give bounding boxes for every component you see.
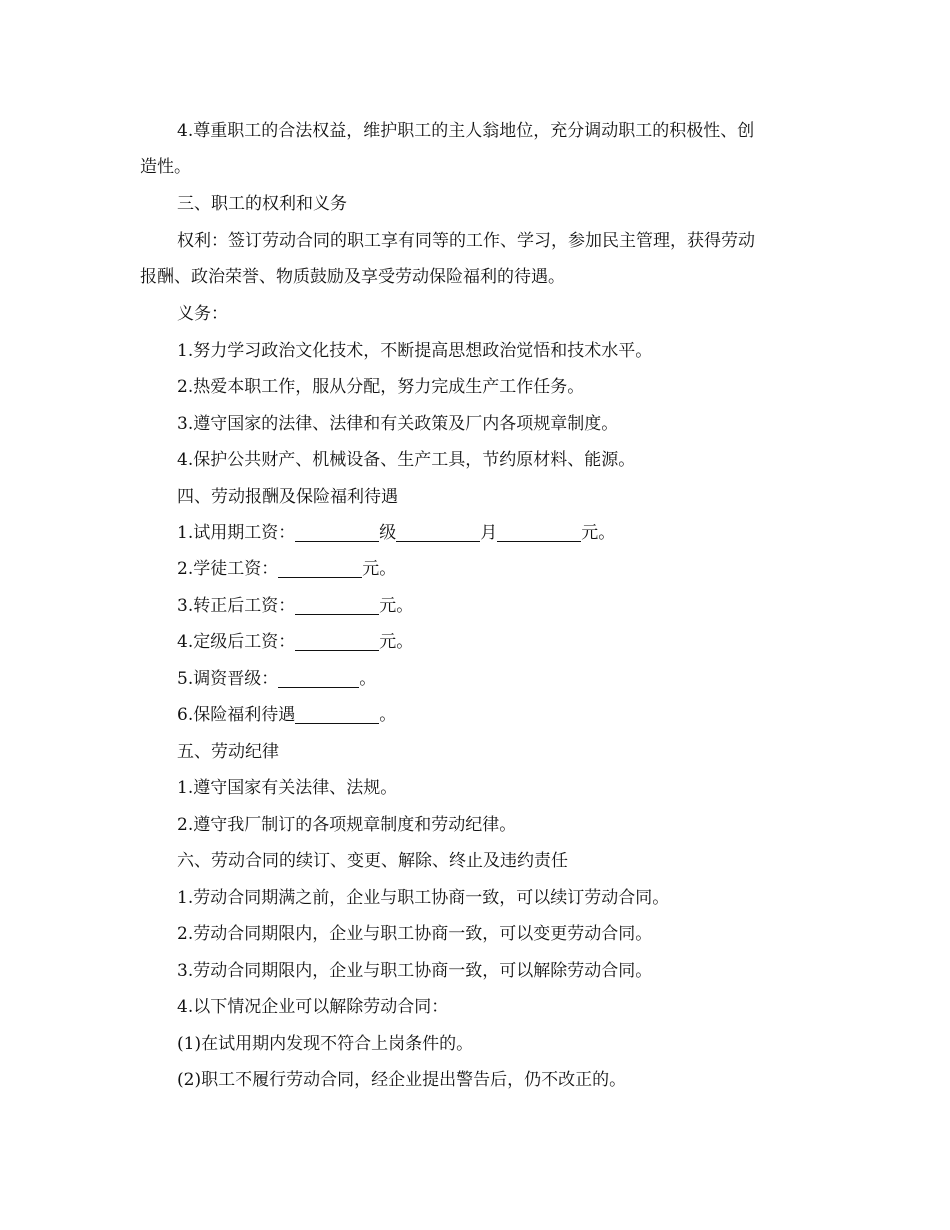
wage-trial-line [177,521,615,545]
blank-field [295,632,379,651]
list-item: (2)职工不履行劳动合同，经企业提出警告后，仍不改正的。 [177,1070,627,1090]
list-item: 4.保护公共财产、机械设备、生产工具，节约原材料、能源。 [177,450,636,470]
wage-regular-line [177,594,413,618]
paragraph-line: 造性。 [140,157,191,177]
list-item: 2.劳动合同期限内，企业与职工协商一致，可以变更劳动合同。 [177,924,653,944]
wage-yuan-unit: 元。 [581,523,616,543]
wage-trial-label: 1.试用期工资： [177,523,296,543]
blank-field [295,596,379,615]
paragraph-line: 义务： [177,304,228,324]
wage-suffix: 。 [379,705,397,725]
paragraph-line: 4.尊重职工的合法权益，维护职工的主人翁地位，充分调动职工的积极性、创 [177,121,755,141]
list-item: 2.热爱本职工作，服从分配，努力完成生产工作任务。 [177,377,585,397]
wage-regular-label: 3.转正后工资： [177,596,296,616]
list-item: 3.劳动合同期限内，企业与职工协商一致，可以解除劳动合同。 [177,961,653,981]
wage-level-unit: 级 [379,523,397,543]
section-heading: 三、职工的权利和义务 [177,194,347,214]
section-heading: 四、劳动报酬及保险福利待遇 [177,487,398,507]
blank-field [295,523,379,542]
wage-promotion-line [177,667,376,691]
list-item: 2.遵守我厂制订的各项规章制度和劳动纪律。 [177,815,517,835]
wage-apprentice-label: 2.学徒工资： [177,559,279,579]
list-item: (1)在试用期内发现不符合上岗条件的。 [177,1034,474,1054]
paragraph-line: 报酬、政治荣誉、物质鼓励及享受劳动保险福利的待遇。 [140,267,565,287]
blank-field [278,559,362,578]
wage-suffix: 元。 [362,559,397,579]
blank-field [497,523,581,542]
blank-field [278,669,359,688]
wage-suffix: 元。 [379,596,414,616]
list-item: 4.以下情况企业可以解除劳动合同： [177,997,449,1017]
blank-field [396,523,480,542]
blank-field [295,705,379,724]
list-item: 1.遵守国家有关法律、法规。 [177,778,398,798]
wage-suffix: 元。 [379,632,414,652]
section-heading: 五、劳动纪律 [177,742,279,762]
list-item: 1.劳动合同期满之前，企业与职工协商一致，可以续订劳动合同。 [177,888,670,908]
wage-graded-line [177,630,413,654]
wage-insurance-line [177,703,396,727]
wage-apprentice-line [177,557,396,581]
wage-insurance-label: 6.保险福利待遇 [177,705,296,725]
wage-promotion-label: 5.调资晋级： [177,669,279,689]
section-heading: 六、劳动合同的续订、变更、解除、终止及违约责任 [177,851,568,871]
wage-month-unit: 月 [480,523,498,543]
list-item: 3.遵守国家的法律、法律和有关政策及厂内各项规章制度。 [177,414,619,434]
wage-graded-label: 4.定级后工资： [177,632,296,652]
wage-suffix: 。 [359,669,377,689]
paragraph-line: 权利：签订劳动合同的职工享有同等的工作、学习，参加民主管理，获得劳动 [177,231,755,251]
list-item: 1.努力学习政治文化技术，不断提高思想政治觉悟和技术水平。 [177,341,653,361]
